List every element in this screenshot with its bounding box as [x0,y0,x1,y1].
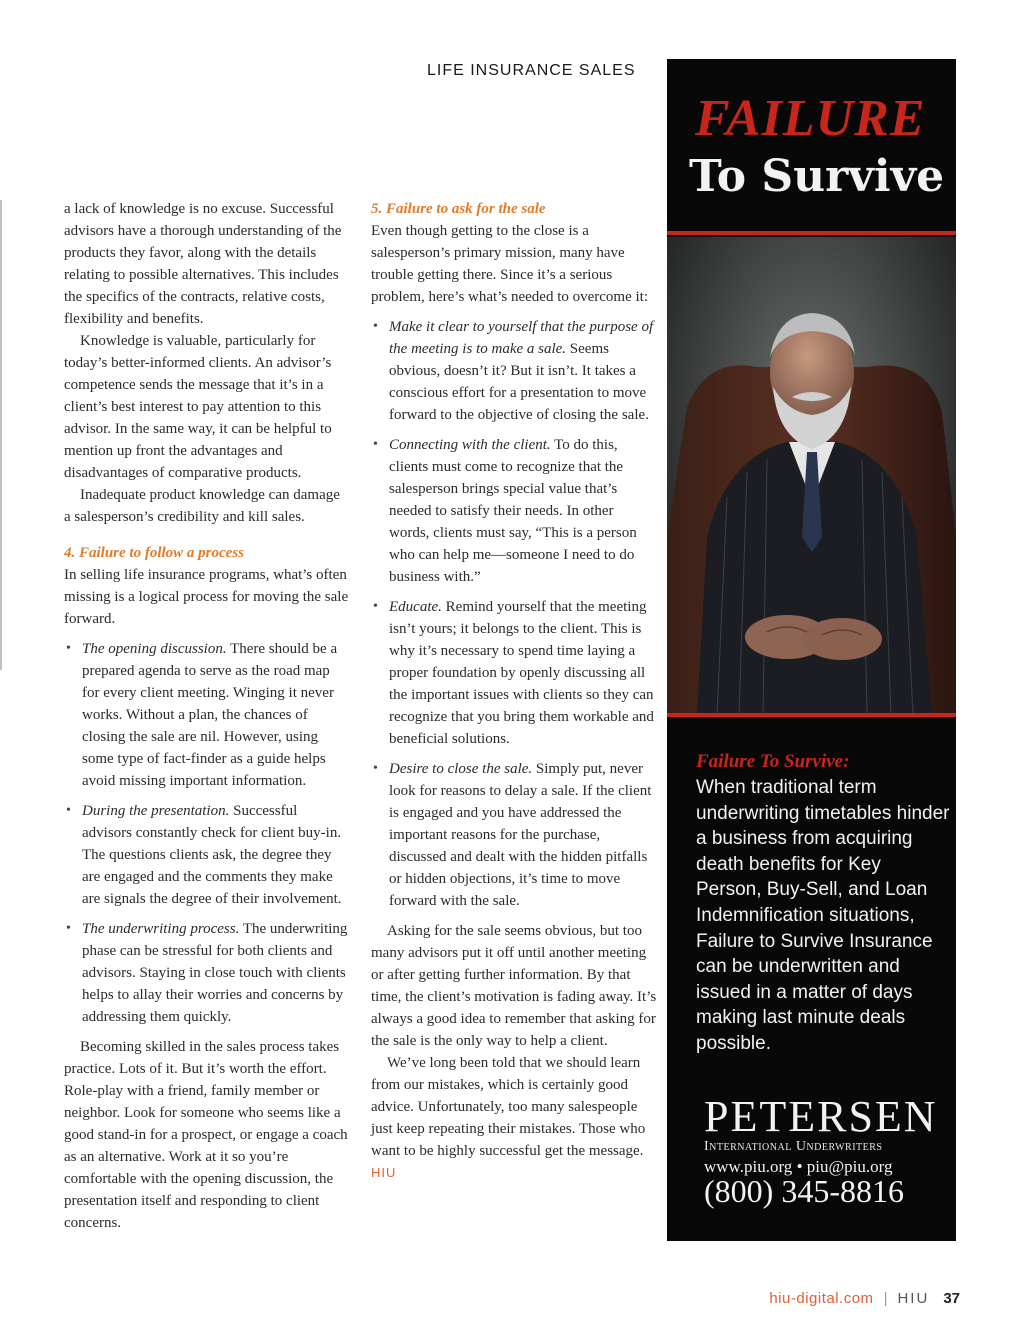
portrait-photo [667,237,956,715]
paragraph: Becoming skilled in the sales process takes practice. Lots of it. But it’s worth the effort. Role-play with a friend, family member or neighbor. Look for someone who seems like a good stand-in for a prospect, or engage a coach as an alternative. Work at it so you’re comfortable with the opening discussion, the presentation itself and responding to client concerns. [64,1039,348,1231]
advertisement[interactable] [667,59,956,1241]
bullet-text: Seems obvious, doesn’t it? But it isn’t. It takes a conscious effort for a presentation to move forward to the objective of closing the sale. [389,341,649,423]
ad-divider-top [667,231,956,235]
paragraph: Knowledge is valuable, particularly for today’s better-informed clients. An advisor’s competence sends the message that it’s in a client’s best interest to pay attention to this advisor. In the same way, it can be helpful to mention up front the advantages and disadvantages of comparative products. [64,333,332,481]
list-item [64,800,349,910]
paragraph [371,1052,657,1184]
bullet-text: Remind yourself that the meeting isn’t yours; it belongs to the client. This is why it’s necessary to spend time laying a proper foundation by openly discussing all the important issues with clients so they can recognize that you bring them workable and beneficial solutions. [389,599,654,747]
bullet-lead: The underwriting process. [82,921,240,937]
ad-title-line-1: FAILURE [695,90,926,147]
closing-paragraph-text: We’ve long been told that we should learn from our mistakes, which is certainly good advice. Unfortunately, too many salespeople just keep repeating their mistakes. Those who want to be highly successful get the message. [371,1055,646,1159]
footer-site-link[interactable]: hiu-digital.com [769,1290,874,1307]
ad-phone-number[interactable]: (800) 345-8816 [704,1173,904,1209]
ad-title-line-2: To Survive [689,151,945,202]
bullet-text: The underwriting phase can be stressful for both clients and advisors. Staying in close touch with clients helps to allay their worries and concerns by addressing them quickly. [82,921,348,1025]
ad-divider-bottom [667,713,956,717]
bullet-list [371,316,657,912]
brand-subtitle: International Underwriters [704,1139,883,1154]
list-item [64,638,349,792]
list-item [371,596,657,750]
ad-body-text: When traditional term underwriting timetables hinder a business from acquiring death benefits for Key Person, Buy-Sell, and Loan Indemnification situations, Failure to Survive Insurance can be underwritten and issued in a matter of days making last minute deals possible. [696,777,950,1054]
article-column-2 [371,198,657,1184]
ad-email-link[interactable]: piu@piu.org [806,1157,893,1176]
bullet-lead: The opening discussion. [82,641,227,657]
ad-website-link[interactable]: www.piu.org [704,1157,793,1176]
bullet-lead: Make it clear to yourself that the purpose of the meeting is to make a sale. [389,319,654,357]
page-footer [769,1290,960,1307]
bullet-lead: During the presentation. [82,803,230,819]
section-heading-4: 4. Failure to follow a process [64,545,245,561]
list-item [371,758,657,912]
paragraph: Asking for the sale seems obvious, but too many advisors put it off until another meeting or after getting further information. By that time, the client’s motivation is fading away. It’s always a good idea to remember that asking for the sale is the only way to help a client. [371,923,657,1049]
bullet-separator-icon: • [796,1157,807,1176]
paragraph: Even though getting to the close is a salesperson’s primary mission, many have trouble getting there. Since it’s a serious problem, here’s what’s needed to overcome it: [371,223,648,305]
section-heading-5: 5. Failure to ask for the sale [371,201,546,217]
bullet-text: To do this, clients must come to recognize that the salesperson brings special value that’s needed to satisfy their needs. In other words, clients must say, “This is a person who can help me—someone I need to do business with.” [389,437,637,585]
bullet-list [64,638,349,1028]
bullet-lead: Desire to close the sale. [389,761,533,777]
brand-logo-text: PETERSEN [704,1092,938,1141]
article-column-1 [64,198,349,1234]
list-item [64,918,349,1028]
bullet-text: There should be a prepared agenda to serve as the road map for every client meeting. Winging it never works. Without a plan, the chances of closing the sale are nil. However, using some type of fact-finder as a guide helps avoid missing important information. [82,641,338,789]
ad-subtitle: Failure To Survive: [696,751,850,772]
bullet-lead: Educate. [389,599,442,615]
end-mark: HIU [371,1165,397,1180]
left-margin-rule [0,200,2,670]
list-item [371,316,657,426]
paragraph: a lack of knowledge is no excuse. Successful advisors have a thorough understanding of the products they favor, along with the details relating to possible alternatives. This includes the specifics of the contracts, relative costs, flexibility and benefits. [64,201,342,327]
list-item [371,434,657,588]
bullet-text: Simply put, never look for reasons to delay a sale. If the client is engaged and you have addressed the important reasons for the purchase, discussed and dealt with the hidden pitfalls or hidden objections, it’s time to move forward with the sale. [389,761,652,909]
paragraph: In selling life insurance programs, what’s often missing is a logical process for moving the sale forward. [64,567,349,627]
running-head: LIFE INSURANCE SALES [427,62,636,79]
bullet-text: Successful advisors constantly check for client buy-in. The questions clients ask, the degree they are engaged and the comments they make are signals the degree of their involvement. [82,803,342,907]
paragraph: Inadequate product knowledge can damage a salesperson’s credibility and kill sales. [64,487,340,525]
footer-magazine-name: HIU [897,1290,930,1307]
page-number: 37 [943,1290,960,1307]
footer-separator: | [883,1290,888,1307]
bullet-lead: Connecting with the client. [389,437,551,453]
